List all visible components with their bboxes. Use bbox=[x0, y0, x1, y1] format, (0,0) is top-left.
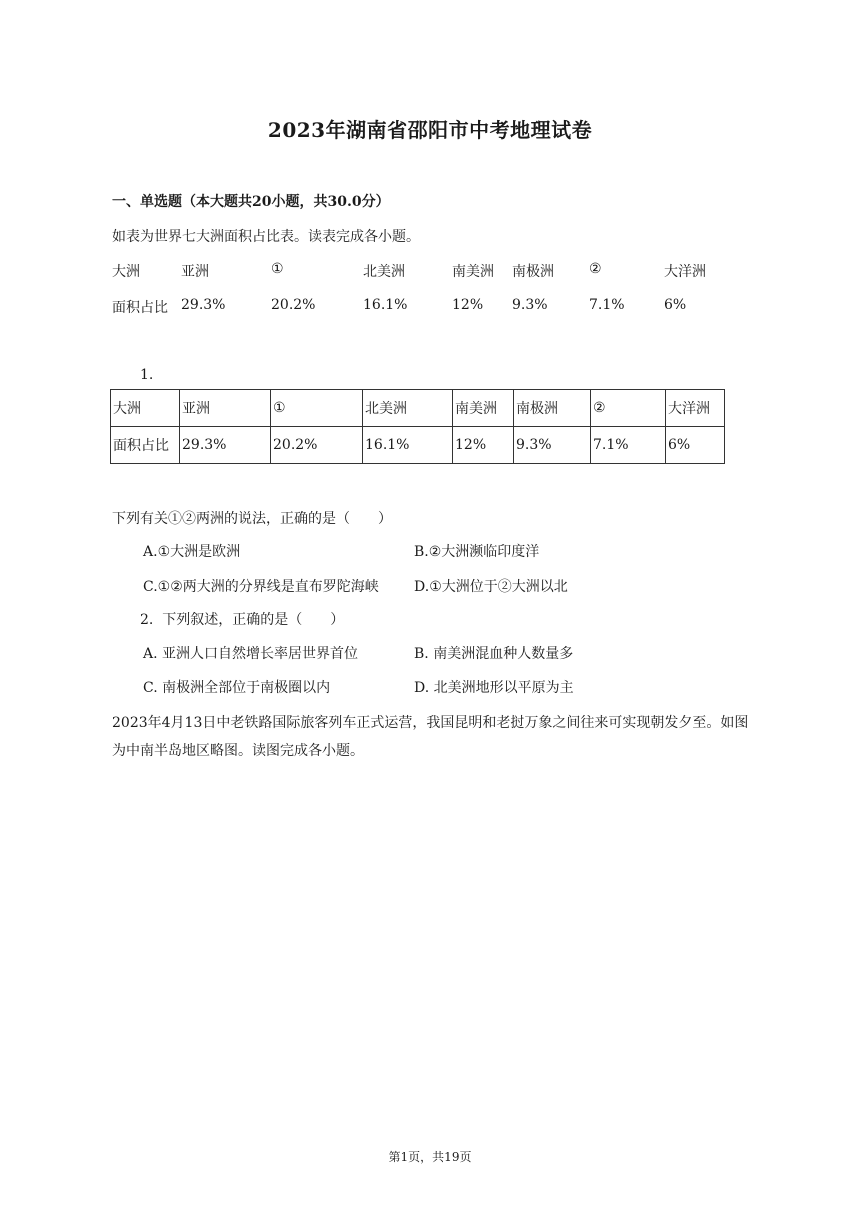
option-letter: A. bbox=[143, 544, 158, 560]
intro-text: 如表为世界七大洲面积占比表。读表完成各小题。 bbox=[112, 229, 420, 245]
q2-option-d[interactable] bbox=[414, 677, 574, 697]
question-1-stem: 下列有关①②两洲的说法，正确的是（ ） bbox=[112, 511, 392, 527]
page-title: 2023年湖南省邵阳市中考地理试卷 bbox=[267, 118, 593, 142]
table-cell: 16.1% bbox=[363, 427, 453, 464]
plain-cell: 亚洲 bbox=[181, 264, 209, 280]
table-cell: 大洋洲 bbox=[666, 390, 725, 427]
plain-cell: 大洋洲 bbox=[664, 264, 706, 280]
page-footer: 第1页，共19页 bbox=[388, 1150, 472, 1164]
table-cell: ② bbox=[591, 390, 666, 427]
table-cell: 9.3% bbox=[514, 427, 591, 464]
table-cell: ① bbox=[271, 390, 363, 427]
plain-table-header-row bbox=[0, 261, 860, 281]
option-letter: A. bbox=[143, 646, 158, 662]
option-letter: C. bbox=[143, 579, 158, 595]
plain-cell: 大洲 bbox=[112, 264, 140, 280]
option-letter: B. bbox=[414, 646, 429, 662]
plain-cell: 29.3% bbox=[181, 297, 226, 313]
table-header-row bbox=[111, 390, 725, 427]
plain-cell: ② bbox=[589, 261, 602, 277]
plain-cell: 南美洲 bbox=[452, 264, 494, 280]
option-letter: D. bbox=[414, 680, 430, 696]
table-cell: 面积占比 bbox=[111, 427, 180, 464]
option-text: 南极洲全部位于南极圈以内 bbox=[162, 680, 331, 696]
plain-cell: 7.1% bbox=[589, 297, 625, 313]
plain-cell: 6% bbox=[664, 297, 687, 313]
option-text: 亚洲人口自然增长率居世界首位 bbox=[162, 646, 359, 662]
plain-cell: 北美洲 bbox=[363, 264, 405, 280]
table-cell: 7.1% bbox=[591, 427, 666, 464]
table-cell: 大洲 bbox=[111, 390, 180, 427]
option-letter: D. bbox=[414, 579, 430, 595]
q1-option-d[interactable] bbox=[414, 576, 568, 596]
q1-option-a[interactable] bbox=[143, 541, 240, 561]
plain-cell: 面积占比 bbox=[112, 300, 168, 316]
q1-option-c[interactable] bbox=[143, 576, 379, 596]
q1-option-b[interactable] bbox=[414, 541, 539, 561]
table-cell: 南极洲 bbox=[514, 390, 591, 427]
table-cell: 亚洲 bbox=[180, 390, 271, 427]
q2-option-c[interactable] bbox=[143, 677, 330, 697]
option-text: ①大洲位于②大洲以北 bbox=[429, 579, 568, 595]
plain-cell: 南极洲 bbox=[512, 264, 554, 280]
table-cell: 北美洲 bbox=[363, 390, 453, 427]
option-letter: C. bbox=[143, 680, 158, 696]
table-value-row bbox=[111, 427, 725, 464]
table-cell: 南美洲 bbox=[453, 390, 514, 427]
plain-cell: 20.2% bbox=[271, 297, 316, 313]
plain-table-value-row bbox=[0, 297, 860, 317]
plain-cell: ① bbox=[271, 261, 284, 277]
question-2-number: 2. bbox=[140, 612, 154, 628]
option-text: 北美洲地形以平原为主 bbox=[433, 680, 574, 696]
section-heading: 一、单选题（本大题共20小题，共30.0分） bbox=[112, 194, 390, 210]
q2-option-a[interactable] bbox=[143, 643, 358, 663]
plain-cell: 16.1% bbox=[363, 297, 408, 313]
option-text: 南美洲混血种人数量多 bbox=[433, 646, 574, 662]
option-text: ①②两大洲的分界线是直布罗陀海峡 bbox=[157, 579, 379, 595]
plain-cell: 12% bbox=[452, 297, 484, 313]
area-share-table bbox=[110, 389, 725, 464]
table-cell: 6% bbox=[666, 427, 725, 464]
option-text: ②大洲濒临印度洋 bbox=[428, 544, 540, 560]
passage-text: 2023年4月13日中老铁路国际旅客列车正式运营，我国昆明和老挝万象之间往来可实现朝发夕至。如图为中南半岛地区略图。读图完成各小题。 bbox=[112, 715, 749, 759]
q2-option-b[interactable] bbox=[414, 643, 573, 663]
table-cell: 12% bbox=[453, 427, 514, 464]
question-2-stem: 下列叙述，正确的是（ ） bbox=[162, 612, 345, 628]
question-1-number: 1. bbox=[140, 367, 154, 383]
table-cell: 20.2% bbox=[271, 427, 363, 464]
plain-cell: 9.3% bbox=[512, 297, 548, 313]
option-text: ①大洲是欧洲 bbox=[157, 544, 241, 560]
option-letter: B. bbox=[414, 544, 429, 560]
table-cell: 29.3% bbox=[180, 427, 271, 464]
question-2 bbox=[140, 609, 344, 629]
